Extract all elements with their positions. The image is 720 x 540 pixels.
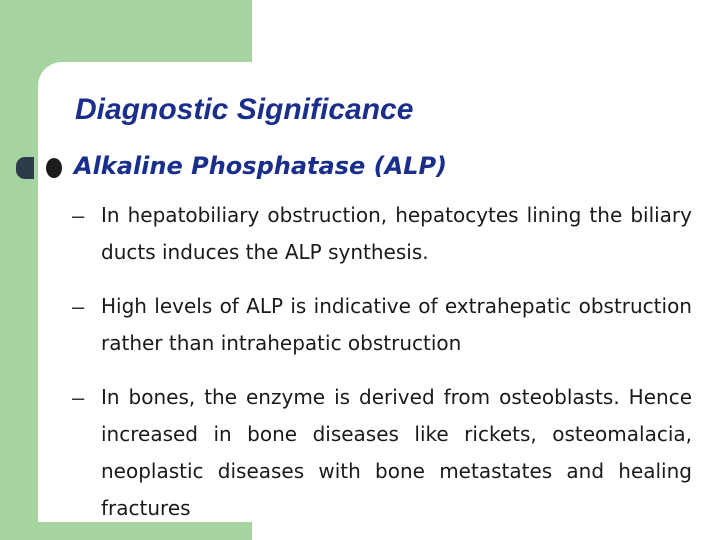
list-item: [72, 288, 692, 362]
dash-bullet-icon: –: [72, 385, 85, 410]
bullet-dot-icon: [46, 158, 62, 178]
dash-bullet-icon: –: [72, 294, 85, 319]
list-item-text: In hepatobiliary obstruction, hepatocytes lining the biliary ducts induces the ALP synthesis.: [101, 203, 692, 264]
list-item-text: In bones, the enzyme is derived from osteoblasts. Hence increased in bone diseases like rickets, osteomalacia, neoplastic diseases with bone metastates and healing fractures: [101, 385, 692, 520]
sub-point-list: [72, 197, 692, 540]
list-item: [72, 197, 692, 271]
list-item-text: High levels of ALP is indicative of extrahepatic obstruction rather than intrahepatic obstruction: [101, 294, 692, 355]
slide-title: Diagnostic Significance: [75, 93, 414, 126]
list-item: [72, 379, 692, 527]
section-heading: Alkaline Phosphatase (ALP): [74, 152, 448, 180]
bullet-marker-left-icon: [16, 157, 34, 179]
dash-bullet-icon: –: [72, 203, 85, 228]
